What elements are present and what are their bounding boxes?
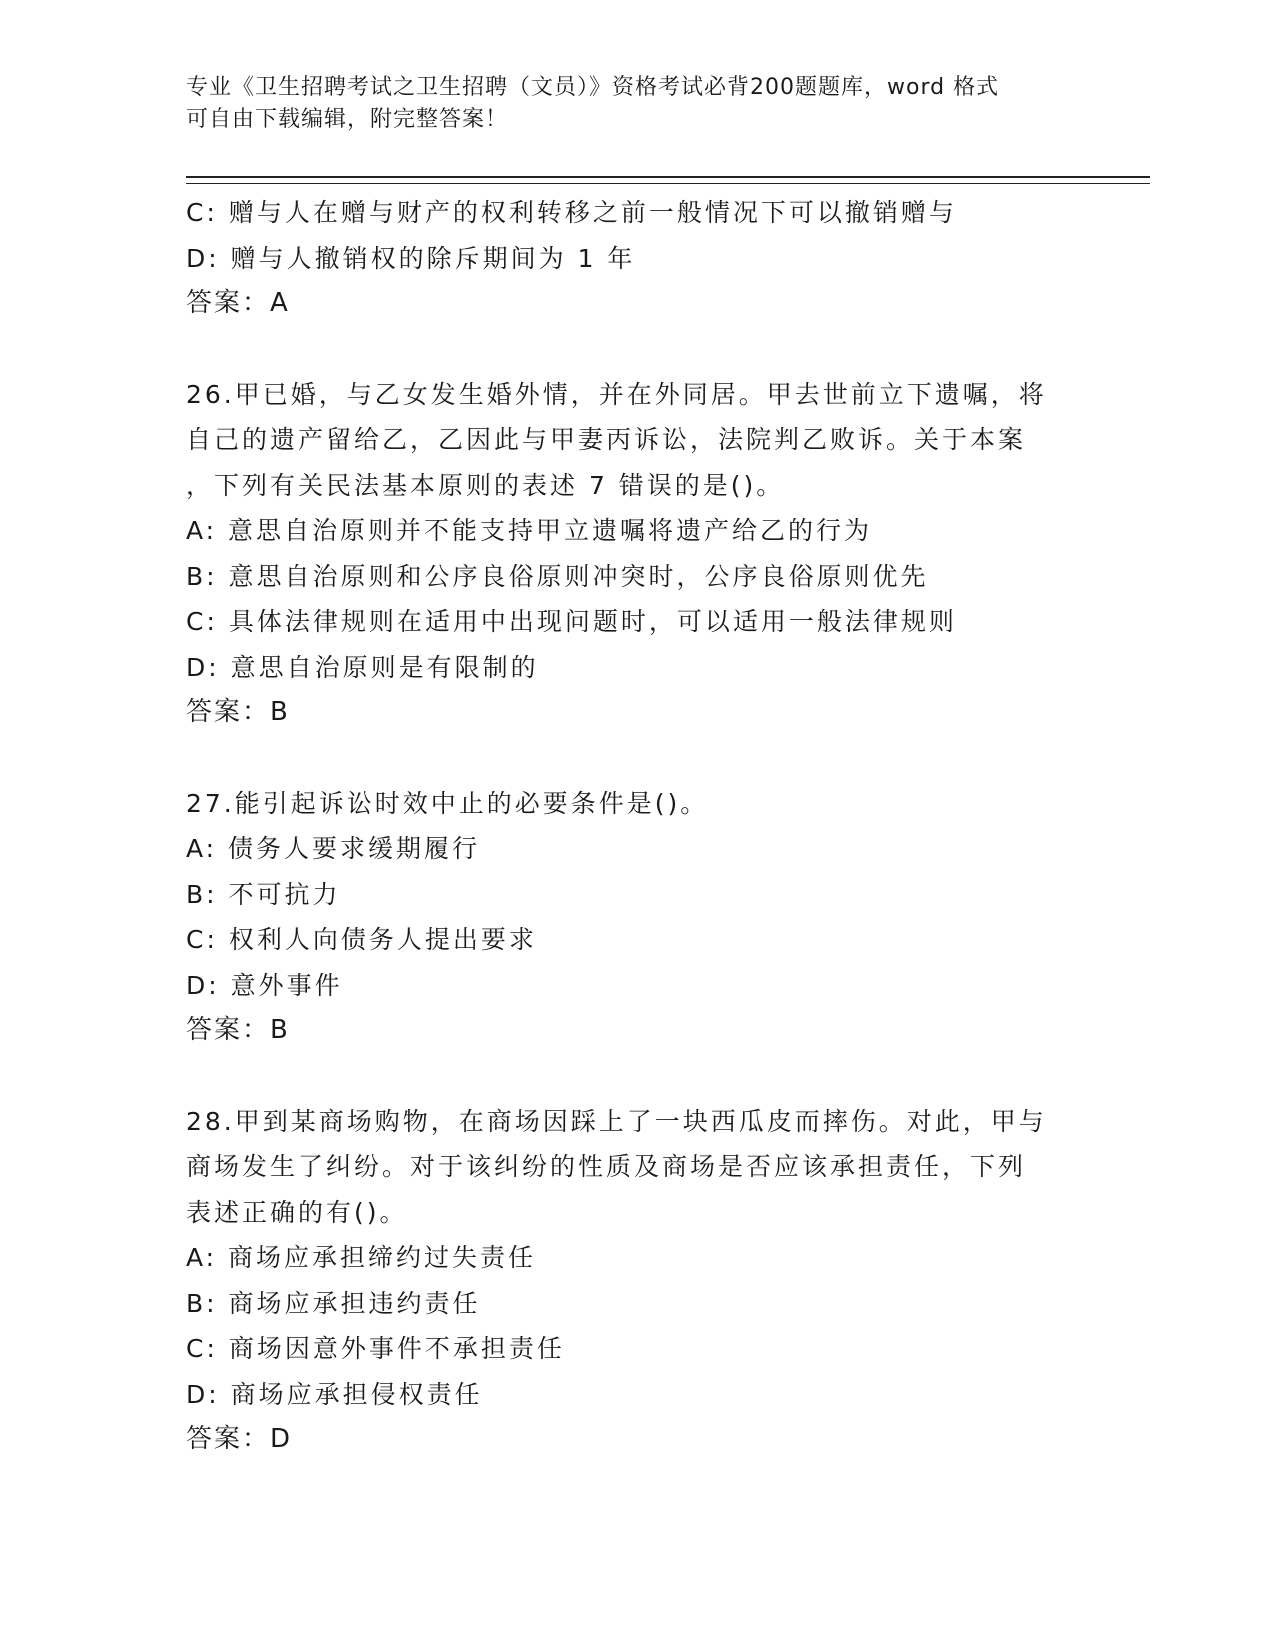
option-d: D: 赠与人撤销权的除斥期间为 1 年: [186, 243, 636, 273]
question-25-continued: [186, 190, 1086, 327]
answer-label: 答案：B: [186, 1015, 290, 1045]
option-c: C: 权利人向债务人提出要求: [186, 925, 537, 954]
option-c: C: 具体法律规则在适用中出现问题时，可以适用一般法律规则: [186, 607, 957, 636]
question-stem: 商场发生了纠纷。对于该纠纷的性质及商场是否应该承担责任，下列: [186, 1152, 1027, 1181]
page-header: [186, 72, 1086, 136]
option-d: D: 意思自治原则是有限制的: [186, 652, 539, 682]
answer-label: 答案：A: [186, 288, 290, 318]
option-b: B: 意思自治原则和公序良俗原则冲突时，公序良俗原则优先: [186, 561, 929, 591]
question-stem: 27.能引起诉讼时效中止的必要条件是()。: [186, 788, 709, 818]
question-28: [186, 1099, 1086, 1463]
option-a: A: 债务人要求缓期履行: [186, 834, 481, 863]
header-title-line-1: 专业《卫生招聘考试之卫生招聘（文员）》资格考试必背200题题库，word 格式: [186, 75, 1000, 100]
spacer: [186, 736, 1086, 781]
question-27: [186, 781, 1086, 1054]
header-divider: [186, 176, 1150, 184]
option-b: B: 不可抗力: [186, 879, 341, 909]
option-c: C: 商场因意外事件不承担责任: [186, 1334, 565, 1363]
option-a: A: 意思自治原则并不能支持甲立遗嘱将遗产给乙的行为: [186, 516, 873, 545]
answer-label: 答案：B: [186, 697, 290, 727]
option-a: A: 商场应承担缔约过失责任: [186, 1243, 537, 1272]
question-26: [186, 372, 1086, 736]
option-b: B: 商场应承担违约责任: [186, 1288, 481, 1318]
answer-label: 答案：D: [186, 1424, 293, 1454]
question-stem: 自己的遗产留给乙，乙因此与甲妻丙诉讼，法院判乙败诉。关于本案: [186, 425, 1027, 454]
question-stem: ，下列有关民法基本原则的表述 7 错误的是()。: [186, 470, 785, 500]
spacer: [186, 1054, 1086, 1099]
question-stem: 26.甲已婚，与乙女发生婚外情，并在外同居。甲去世前立下遗嘱，将: [186, 379, 1047, 409]
option-c: C: 赠与人在赠与财产的权利转移之前一般情况下可以撤销赠与: [186, 198, 957, 227]
question-stem: 表述正确的有()。: [186, 1197, 408, 1227]
spacer: [186, 327, 1086, 372]
option-d: D: 商场应承担侵权责任: [186, 1379, 483, 1409]
option-d: D: 意外事件: [186, 970, 343, 1000]
question-list: [186, 190, 1086, 1463]
question-stem: 28.甲到某商场购物，在商场因踩上了一块西瓜皮而摔伤。对此，甲与: [186, 1106, 1047, 1136]
header-title-line-2: 可自由下载编辑，附完整答案！: [186, 107, 509, 132]
